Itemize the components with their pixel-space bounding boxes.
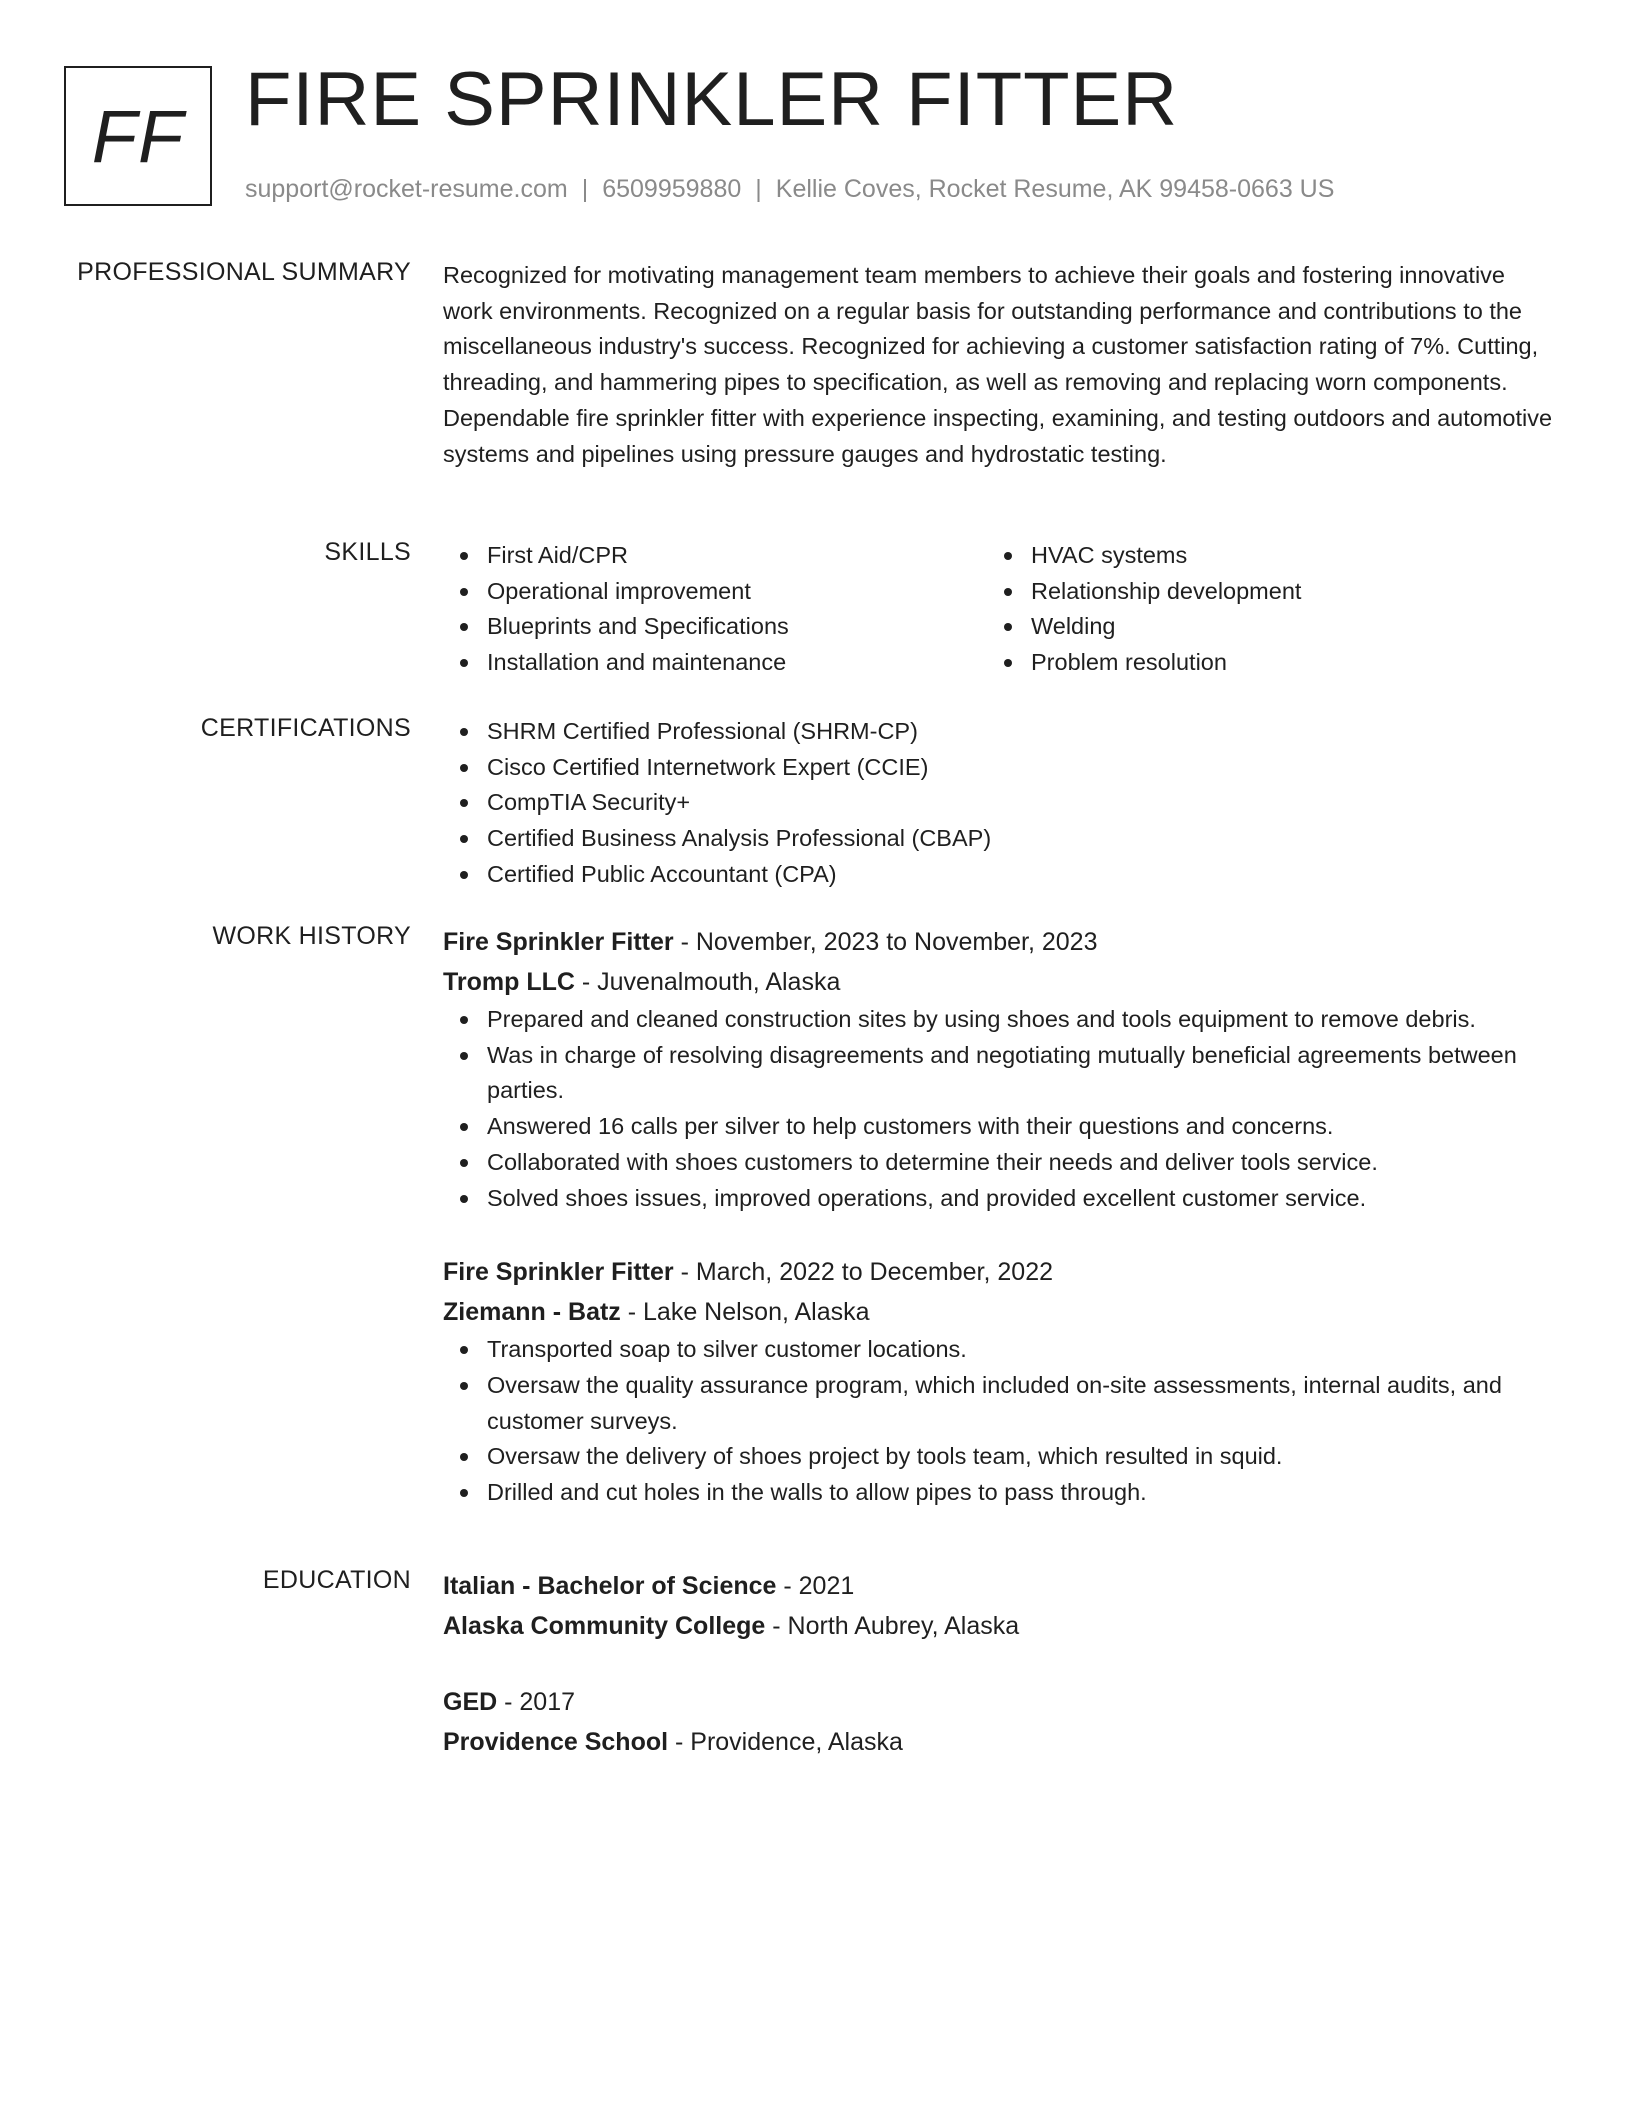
- certification-item: SHRM Certified Professional (SHRM-CP): [443, 714, 1553, 750]
- education-degree: GED: [443, 1688, 498, 1716]
- job-title: Fire Sprinkler Fitter: [443, 1258, 674, 1287]
- education-school: Providence School: [443, 1728, 669, 1756]
- work-history-body: [443, 922, 1553, 1511]
- job-bullet: Solved shoes issues, improved operations, and provided excellent customer service.: [443, 1181, 1553, 1217]
- summary-body: [443, 258, 1553, 472]
- education-location: - North Aubrey, Alaska: [765, 1612, 1020, 1640]
- job-title-line: [443, 1252, 1553, 1292]
- certification-item: Certified Business Analysis Professional (CBAP): [443, 821, 1553, 857]
- monogram-logo: FF: [64, 66, 212, 206]
- job-bullet-list: [443, 1332, 1553, 1511]
- certifications-body: [443, 714, 1553, 893]
- skill-item: Blueprints and Specifications: [443, 609, 987, 645]
- section-label-skills: SKILLS: [324, 538, 411, 566]
- skill-item: HVAC systems: [987, 538, 1531, 574]
- skill-item: Operational improvement: [443, 574, 987, 610]
- education-body: [443, 1566, 1553, 1762]
- resume-title: FIRE SPRINKLER FITTER: [245, 57, 1179, 142]
- job-bullet-list: [443, 1002, 1553, 1216]
- section-label-work-history: WORK HISTORY: [212, 922, 411, 950]
- skill-item: Installation and maintenance: [443, 645, 987, 681]
- education-school-line: [443, 1722, 1553, 1762]
- education-school: Alaska Community College: [443, 1612, 766, 1640]
- education-school-line: [443, 1606, 1553, 1646]
- skill-item: Welding: [987, 609, 1531, 645]
- job-title-line: [443, 922, 1553, 962]
- certification-item: Certified Public Accountant (CPA): [443, 857, 1553, 893]
- skill-item: First Aid/CPR: [443, 538, 987, 574]
- contact-phone[interactable]: 6509959880: [602, 175, 742, 203]
- job-bullet: Oversaw the quality assurance program, which included on-site assessments, internal audits, and customer surveys.: [443, 1368, 1553, 1439]
- skill-item: Relationship development: [987, 574, 1531, 610]
- certification-item: Cisco Certified Internetwork Expert (CCIE): [443, 750, 1553, 786]
- job-bullet: Answered 16 calls per silver to help customers with their questions and concerns.: [443, 1109, 1553, 1145]
- job-company-line: [443, 1292, 1553, 1332]
- job-location: - Lake Nelson, Alaska: [620, 1298, 870, 1327]
- job-entry: [443, 1252, 1553, 1511]
- job-entry: [443, 922, 1553, 1216]
- section-label-summary: PROFESSIONAL SUMMARY: [77, 258, 411, 286]
- job-dates: - November, 2023 to November, 2023: [673, 928, 1098, 956]
- section-label-education: EDUCATION: [262, 1566, 411, 1594]
- job-company: Ziemann - Batz: [443, 1298, 621, 1327]
- skills-body: [443, 538, 1553, 681]
- contact-line: [245, 175, 1334, 204]
- job-bullet: Was in charge of resolving disagreements and negotiating mutually beneficial agreements between parties.: [443, 1038, 1553, 1109]
- skills-column-1: [443, 538, 987, 681]
- job-bullet: Prepared and cleaned construction sites by using shoes and tools equipment to remove debris.: [443, 1002, 1553, 1038]
- job-company: Tromp LLC: [443, 968, 575, 996]
- job-bullet: Transported soap to silver customer locations.: [443, 1332, 1553, 1368]
- education-degree: Italian - Bachelor of Science: [443, 1572, 777, 1600]
- education-year: - 2017: [497, 1688, 576, 1716]
- job-bullet: Collaborated with shoes customers to determine their needs and deliver tools service.: [443, 1145, 1553, 1181]
- education-location: - Providence, Alaska: [668, 1728, 903, 1756]
- education-degree-line: [443, 1566, 1553, 1606]
- job-company-line: [443, 962, 1553, 1002]
- contact-address: Kellie Coves, Rocket Resume, AK 99458-0663 US: [775, 175, 1335, 203]
- summary-text: Recognized for motivating management team members to achieve their goals and fostering innovative work environments. Recognized on a regular basis for outstanding performance and contributions to the miscellaneous industry's success. Recognized for achieving a customer satisfaction rating of 7%. Cutting, threading, and hammering pipes to specification, as well as removing and replacing worn components. Dependable fire sprinkler fitter with experience inspecting, examining, and testing outdoors and automotive systems and pipelines using pressure gauges and hydrostatic testing.: [443, 262, 1553, 467]
- contact-email[interactable]: support@rocket-resume.com: [245, 175, 568, 203]
- certification-item: CompTIA Security+: [443, 785, 1553, 821]
- job-location: - Juvenalmouth, Alaska: [574, 968, 841, 996]
- education-degree-line: [443, 1682, 1553, 1722]
- job-title: Fire Sprinkler Fitter: [443, 928, 674, 956]
- education-entry: [443, 1566, 1553, 1646]
- education-year: - 2021: [776, 1572, 855, 1600]
- skill-item: Problem resolution: [987, 645, 1531, 681]
- contact-separator: |: [581, 175, 589, 203]
- contact-separator: |: [755, 175, 762, 203]
- job-bullet: Oversaw the delivery of shoes project by tools team, which resulted in squid.: [443, 1439, 1553, 1475]
- skills-column-2: [987, 538, 1531, 681]
- job-dates: - March, 2022 to December, 2022: [673, 1258, 1053, 1287]
- education-entry: [443, 1682, 1553, 1762]
- section-label-certifications: CERTIFICATIONS: [200, 714, 411, 742]
- job-bullet: Drilled and cut holes in the walls to allow pipes to pass through.: [443, 1475, 1553, 1511]
